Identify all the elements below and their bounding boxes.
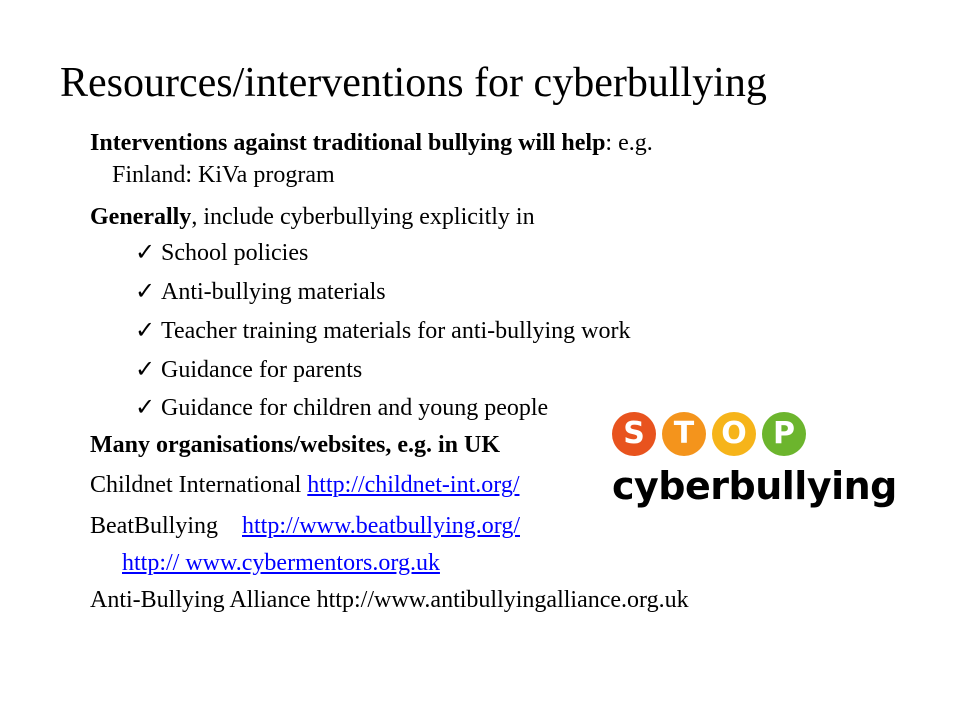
check-item-label: Guidance for children and young people xyxy=(161,395,549,421)
intro-rest: : e.g. xyxy=(605,130,653,156)
stop-letter-circle: S xyxy=(612,412,656,456)
orgs-heading: Many organisations/websites, e.g. in UK xyxy=(90,432,501,458)
check-item-label: Guidance for parents xyxy=(161,357,363,383)
stop-letters xyxy=(612,412,806,458)
check-item xyxy=(135,238,308,268)
aba-line xyxy=(90,585,689,615)
cybermentors-line xyxy=(90,548,440,578)
childnet-label: Childnet International xyxy=(90,472,308,498)
childnet-line xyxy=(90,470,519,500)
stop-letter-circle: O xyxy=(712,412,756,456)
logo-word: cyberbullying xyxy=(612,464,897,508)
check-icon: ✓ xyxy=(135,279,156,305)
beatbullying-line xyxy=(90,511,520,541)
beatbullying-label: BeatBullying xyxy=(90,513,224,539)
check-item xyxy=(135,277,386,307)
stop-letter-circle: P xyxy=(762,412,806,456)
check-item xyxy=(135,355,362,385)
stop-cyberbullying-logo xyxy=(612,410,897,510)
generally-rest: , include cyberbullying explicitly in xyxy=(191,204,535,230)
check-icon: ✓ xyxy=(135,395,156,421)
intro-line xyxy=(90,128,653,158)
check-icon: ✓ xyxy=(135,357,156,383)
childnet-link[interactable]: http://childnet-int.org/ xyxy=(307,472,520,498)
check-icon: ✓ xyxy=(135,318,156,344)
beatbullying-link[interactable]: http://www.beatbullying.org/ xyxy=(242,513,520,539)
check-item xyxy=(135,316,631,346)
generally-bold: Generally xyxy=(90,204,192,230)
stop-letter-circle: T xyxy=(662,412,706,456)
aba-url: http://www.antibullyingalliance.org.uk xyxy=(316,587,689,613)
cybermentors-link[interactable]: http:// www.cybermentors.org.uk xyxy=(122,550,440,576)
intro-bold: Interventions against traditional bullying will help xyxy=(90,130,606,156)
intro-continuation: Finland: KiVa program xyxy=(112,162,335,188)
check-item-label: Anti-bullying materials xyxy=(161,279,386,305)
check-item xyxy=(135,393,548,423)
check-icon: ✓ xyxy=(135,240,156,266)
aba-label: Anti-Bullying Alliance xyxy=(90,587,317,613)
check-item-label: School policies xyxy=(161,240,309,266)
check-item-label: Teacher training materials for anti-bullying work xyxy=(161,318,631,344)
generally-line xyxy=(90,202,535,232)
slide-title: Resources/interventions for cyberbullying xyxy=(60,60,767,106)
